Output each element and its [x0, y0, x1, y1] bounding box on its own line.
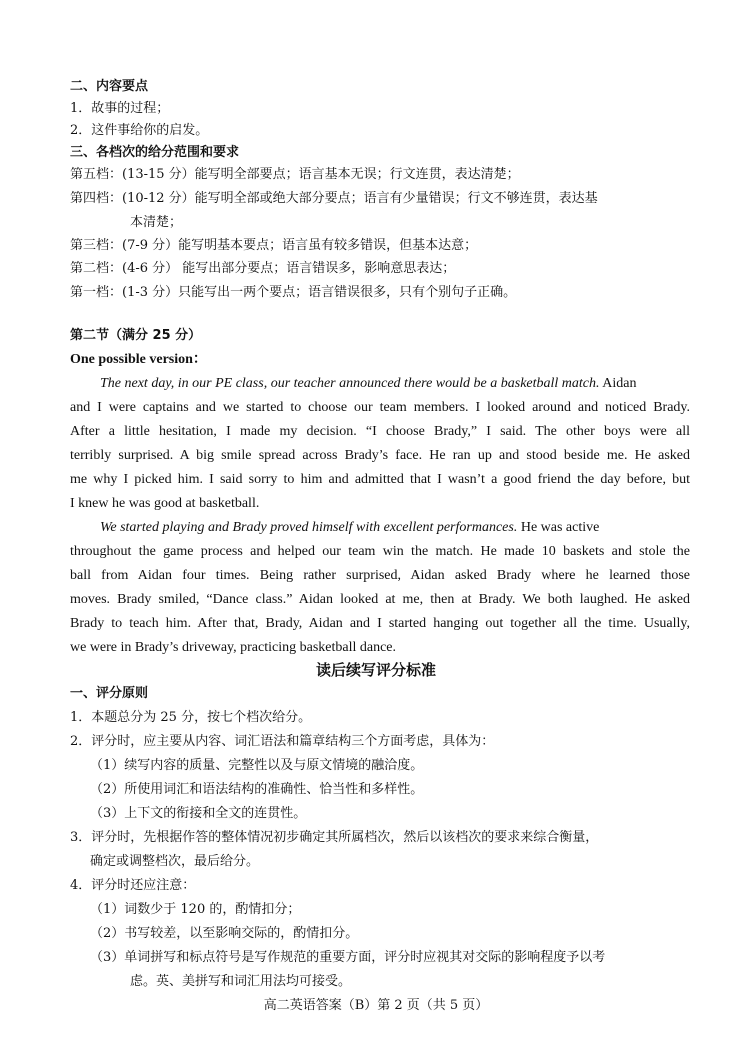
paragraph-1-line: me why I picked him. I said sorry to him and admitted that I wasn’t a good friend the day before, but [70, 472, 690, 487]
content-point-2: 2．这件事给你的启发。 [70, 123, 209, 138]
version-label: One possible version： [70, 352, 207, 367]
scoring-levels-heading: 三、各档次的给分范围和要求 [70, 145, 240, 160]
level-4-line-1: 第四档：(10-12 分）能写明全部或绝大部分要点；语言有少量错误；行文不够连贯，表达基 [70, 191, 598, 206]
principle-2: 2．评分时，应主要从内容、词汇语法和篇章结构三个方面考虑，具体为： [70, 734, 495, 749]
paragraph-2-line: Brady to teach him. After that, Brady, Aidan and I started hanging out together all the time. Usually, [70, 616, 690, 631]
content-point-1: 1．故事的过程； [70, 101, 170, 116]
criteria-title: 读后续写评分标准 [315, 661, 436, 679]
paragraph-1-first-line-rest: Aidan [599, 376, 637, 391]
principle-3-line-1: 3．评分时，先根据作答的整体情况初步确定其所属档次，然后以该档次的要求来综合衡量， [70, 830, 599, 845]
paragraph-2-opening-sentence: We started playing and Brady proved himself with excellent performances. [100, 520, 518, 535]
paragraph-2-line: moves. Brady smiled, “Dance class.” Aidan looked at me, then at Brady. We both laughed. He asked [70, 592, 690, 607]
principle-2-sub: （3）上下文的衔接和全文的连贯性。 [90, 806, 307, 821]
paragraph-1-line: and I were captains and we started to choose our team members. I looked around and noticed Brady. [70, 400, 690, 415]
paragraph-1-last-line: I knew he was good at basketball. [70, 496, 260, 511]
paragraph-1-opening-sentence: The next day, in our PE class, our teacher announced there would be a basketball match. [100, 376, 600, 391]
part-2-heading: 第二节（满分 25 分） [70, 328, 202, 343]
paragraph-2-line: throughout the game process and helped our team win the match. He made 10 baskets and stole the [70, 544, 690, 559]
level-1: 第一档：(1-3 分）只能写出一两个要点；语言错误很多，只有个别句子正确。 [70, 285, 517, 300]
principle-2-sub: （1）续写内容的质量、完整性以及与原文情境的融洽度。 [90, 758, 424, 773]
principle-3-line-2: 确定或调整档次，最后给分。 [90, 854, 260, 869]
paragraph-2-first-line [100, 517, 599, 539]
principle-1: 1．本题总分为 25 分，按七个档次给分。 [70, 710, 312, 725]
principle-4-sub-3-line-1: （3）单词拼写和标点符号是写作规范的重要方面，评分时应视其对交际的影响程度予以考 [90, 950, 606, 965]
paragraph-2-first-line-rest: He was active [517, 520, 600, 535]
content-points-heading: 二、内容要点 [70, 79, 149, 94]
page-footer: 高二英语答案（B）第 2 页（共 5 页） [263, 998, 489, 1013]
principle-4-sub-1: （1）词数少于 120 的，酌情扣分； [90, 902, 301, 917]
level-5: 第五档：(13-15 分）能写明全部要点；语言基本无误；行文连贯，表达清楚； [70, 167, 520, 182]
paragraph-2-line: ball from Aidan four times. Being rather surprised, Aidan asked Brady where he learned those [70, 568, 690, 583]
level-4-line-2: 本清楚； [130, 215, 183, 230]
paragraph-2-last-line: we were in Brady’s driveway, practicing basketball dance. [70, 640, 397, 655]
paragraph-1-line: terribly surprised. A big smile spread across Brady’s face. He ran up and stood beside me. He asked [70, 448, 690, 463]
principle-4: 4．评分时还应注意： [70, 878, 196, 893]
principle-4-sub-3-line-2: 虑。英、美拼写和词汇用法均可接受。 [130, 974, 352, 989]
paragraph-1-first-line [100, 373, 636, 395]
principle-2-sub: （2）所使用词汇和语法结构的准确性、恰当性和多样性。 [90, 782, 424, 797]
principle-4-sub-2: （2）书写较差，以至影响交际的，酌情扣分。 [90, 926, 359, 941]
principles-heading: 一、评分原则 [70, 686, 149, 701]
level-3: 第三档：(7-9 分）能写明基本要点；语言虽有较多错误，但基本达意； [70, 238, 478, 253]
level-2: 第二档：(4-6 分） 能写出部分要点；语言错误多，影响意思表达； [70, 261, 456, 276]
paragraph-1-line: After a little hesitation, I made my decision. “I choose Brady,” I said. The other boys were all [70, 424, 690, 439]
